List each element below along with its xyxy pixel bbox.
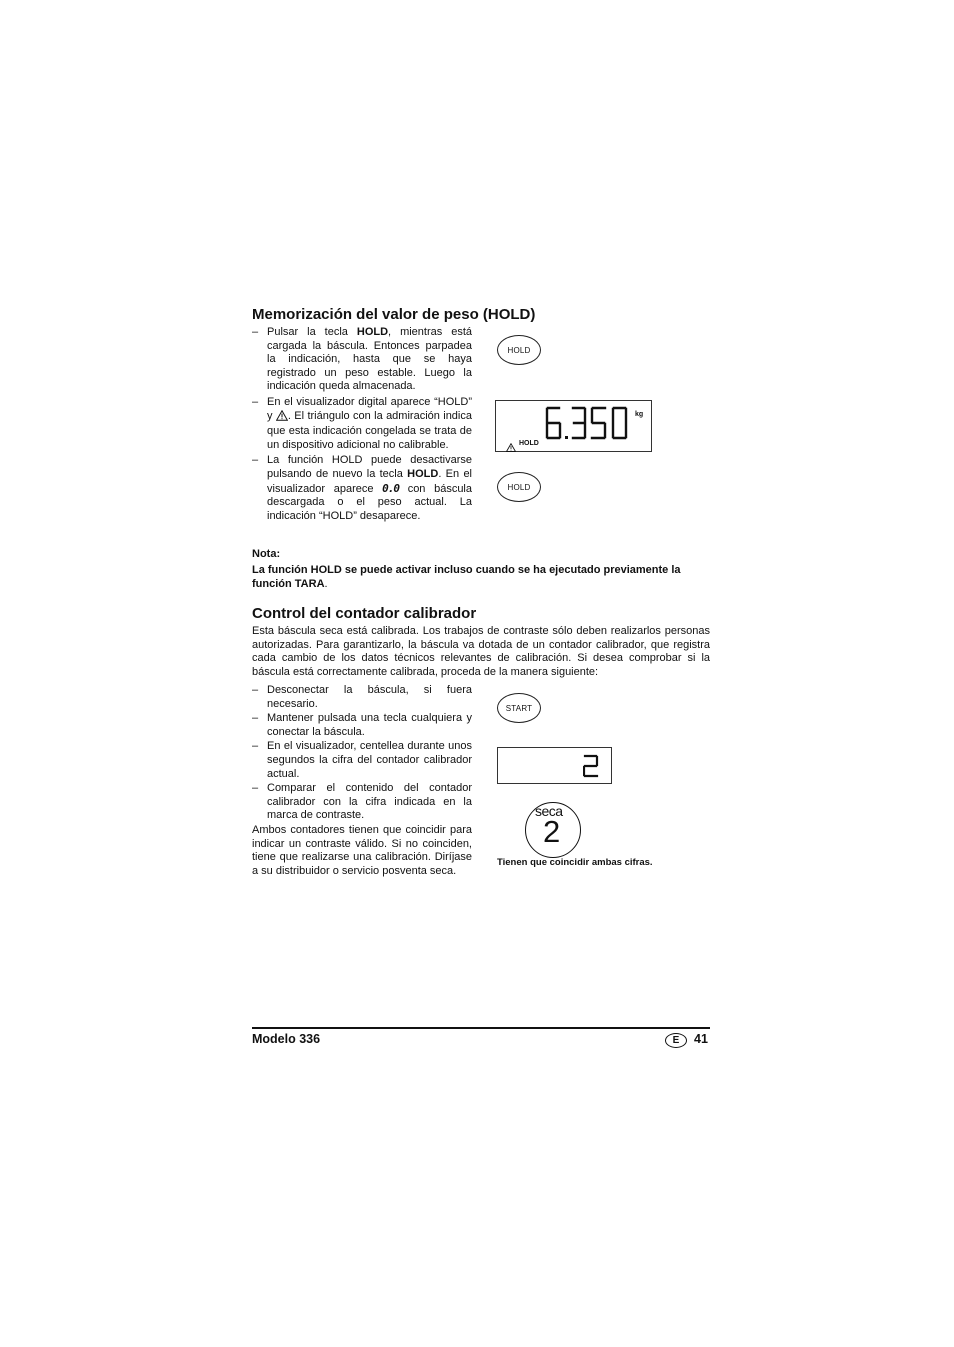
- calibration-closing: Ambos contadores tienen que coincidir para indicar un contraste válido. Si no coinciden, tiene que realizarse una calibración. Diríjase a su distribuidor o servicio posventa seca.: [252, 823, 472, 877]
- hold-button-2[interactable]: HOLD: [497, 472, 541, 502]
- display-digits: [544, 405, 636, 441]
- list-item: – Mantener pulsada una tecla cualquiera y conectar la báscula.: [252, 712, 472, 738]
- footer-divider: [252, 1027, 710, 1029]
- inline-zero-value: 0.0: [382, 481, 400, 495]
- footer-model: Modelo 336: [252, 1032, 321, 1046]
- start-button[interactable]: START: [497, 693, 541, 723]
- hold-instructions: [252, 326, 472, 523]
- warning-triangle-icon: [276, 410, 288, 426]
- list-item: – Comparar el contenido del contador calibrador con la cifra indicada en la marca de contraste.: [252, 782, 472, 822]
- list-item: – La función HOLD puede desactivarse pulsando de nuevo la tecla HOLD. En el visualizador aparece 0.0 con báscula descargada o el peso actual. La indicación “HOLD” desaparece.: [252, 454, 472, 522]
- counter-value-text: [498, 748, 499, 749]
- hold-status-label: HOLD: [519, 440, 539, 447]
- note-text: La función HOLD se puede activar incluso cuando se ha ejecutado previamente la función TARA.: [252, 564, 681, 590]
- calibration-seal: [525, 802, 581, 858]
- section-title-hold: Memorización del valor de peso (HOLD): [252, 306, 536, 323]
- language-badge: E: [665, 1033, 687, 1048]
- list-item: – Desconectar la báscula, si fuera necesario.: [252, 684, 472, 710]
- warning-triangle-icon: [506, 439, 516, 457]
- list-item: – En el visualizador, centellea durante unos segundos la cifra del contador calibrador actual.: [252, 740, 472, 780]
- note-block: [252, 547, 712, 591]
- hold-button[interactable]: HOLD: [497, 335, 541, 365]
- page-number: 41: [694, 1032, 708, 1046]
- seal-caption: Tienen que coincidir ambas cifras.: [497, 857, 653, 868]
- seal-brand: seca: [535, 803, 563, 819]
- unit-label: kg: [635, 411, 644, 418]
- counter-display: [497, 747, 612, 784]
- list-item: – Pulsar la tecla HOLD, mientras está cargada la báscula. Entonces parpadea la indicación, hasta que se haya registrado un peso estable. Luego la indicación queda almacenada.: [252, 326, 472, 393]
- list-item: – En el visualizador digital aparece “HOLD” y . El triángulo con la admiración indica que esta indicación congelada se trata de un dispositivo adicional no calibrable.: [252, 395, 472, 451]
- section-title-calibration: Control del contador calibrador: [252, 605, 477, 622]
- weight-display: [495, 400, 652, 452]
- calibration-instructions: [252, 684, 472, 878]
- note-label: Nota:: [252, 548, 281, 560]
- counter-digit: [583, 754, 599, 778]
- seal-number: 2: [543, 814, 561, 849]
- calibration-intro: Esta báscula seca está calibrada. Los trabajos de contraste sólo deben realizarlos personas autorizadas. Para garantizarlo, la báscula va dotada de un contador calibrador, que registra cada cambio de los datos técnicos relevantes de calibración. Si desea comprobar si la báscula está correctamente calibrada, proceda de la manera siguiente:: [252, 625, 710, 678]
